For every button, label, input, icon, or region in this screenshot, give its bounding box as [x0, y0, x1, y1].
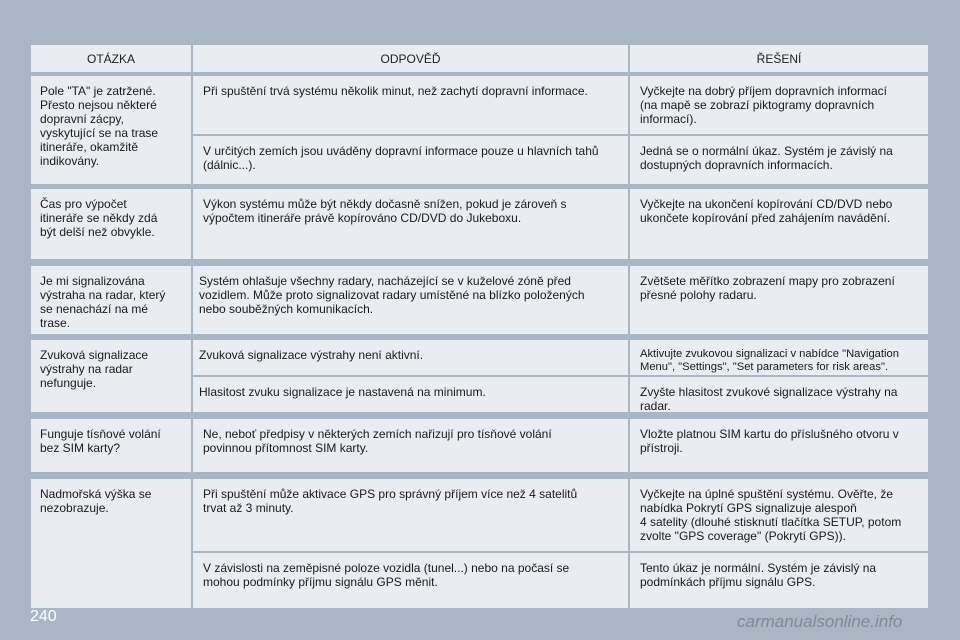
answer-cell: Výkon systému může být někdy dočasně snížen, pokud je zároveň s výpočtem itineráře právě kopírováno CD/DVD do Jukeboxu. — [193, 189, 628, 259]
solution-cell: Zvyšte hlasitost zvukové signalizace výstrahy na radar. — [630, 377, 928, 412]
header-question: OTÁZKA — [31, 45, 191, 72]
header-answer: ODPOVĚĎ — [193, 45, 628, 72]
question-cell: Pole "TA" je zatržené. Přesto nejsou některé dopravní zácpy, vyskytující se na trase itineráře, okamžitě indikovány. — [31, 76, 191, 184]
solution-cell: Tento úkaz je normální. Systém je závislý na podmínkách příjmu signálu GPS. — [630, 553, 928, 608]
question-cell: Čas pro výpočet itineráře se někdy zdá být delší než obvykle. — [31, 189, 191, 259]
header-solution: ŘEŠENÍ — [630, 45, 928, 72]
solution-cell: Aktivujte zvukovou signalizaci v nabídce "Navigation Menu", "Settings", "Set parameters for risk areas". — [630, 340, 928, 375]
answer-cell: Ne, neboť předpisy v některých zemích nařizují pro tísňové volání povinnou přítomnost SIM karty. — [193, 419, 628, 472]
question-cell: Nadmořská výška se nezobrazuje. — [31, 479, 191, 608]
solution-cell: Vyčkejte na dobrý příjem dopravních informací (na mapě se zobrazí piktogramy dopravních informací). — [630, 76, 928, 134]
answer-cell: V závislosti na zeměpisné poloze vozidla (tunel...) nebo na počasí se mohou podmínky příjmu signálu GPS měnit. — [193, 553, 628, 608]
solution-cell: Vyčkejte na ukončení kopírování CD/DVD nebo ukončete kopírování před zahájením navádění. — [630, 189, 928, 259]
solution-cell: Vyčkejte na úplné spuštění systému. Ověřte, že nabídka Pokrytí GPS signalizuje alespoň 4 satelity (dlouhé stisknutí tlačítka SETUP, potom zvolte "GPS coverage" (Pokrytí GPS)). — [630, 479, 928, 551]
watermark: carmanualsonline.info — [737, 612, 903, 631]
question-cell: Funguje tísňové volání bez SIM karty? — [31, 419, 191, 472]
page-number: 240 — [30, 608, 57, 625]
question-cell: Je mi signalizována výstraha na radar, který se nenachází na mé trase. — [31, 266, 191, 334]
solution-cell: Zvětšete měřítko zobrazení mapy pro zobrazení přesné polohy radaru. — [630, 266, 928, 334]
answer-cell: Při spuštění trvá systému několik minut, než zachytí dopravní informace. — [193, 76, 628, 134]
question-cell: Zvuková signalizace výstrahy na radar nefunguje. — [31, 340, 191, 412]
answer-cell: V určitých zemích jsou uváděny dopravní informace pouze u hlavních tahů (dálnic...). — [193, 136, 628, 184]
solution-cell: Vložte platnou SIM kartu do příslušného otvoru v přístroji. — [630, 419, 928, 472]
answer-cell: Systém ohlašuje všechny radary, nacházející se v kuželové zóně před vozidlem. Může proto signalizovat radary umístěné na blízko položených nebo souběžných komunikacích. — [193, 266, 628, 334]
answer-cell: Hlasitost zvuku signalizace je nastavená na minimum. — [193, 377, 628, 412]
answer-cell: Zvuková signalizace výstrahy není aktivní. — [193, 340, 628, 375]
solution-cell: Jedná se o normální úkaz. Systém je závislý na dostupných dopravních informacích. — [630, 136, 928, 184]
answer-cell: Při spuštění může aktivace GPS pro správný příjem více než 4 satelitů trvat až 3 minuty. — [193, 479, 628, 551]
